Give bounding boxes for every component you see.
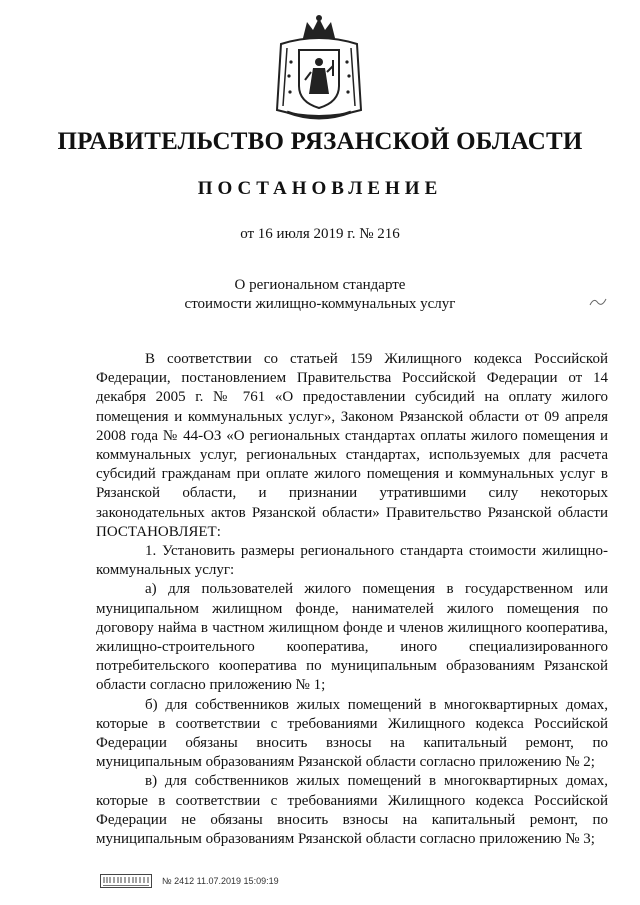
decree-subject (0, 276, 640, 314)
registration-stamp-text: № 2412 11.07.2019 15:09:19 (162, 876, 279, 886)
margin-mark-icon (588, 295, 608, 309)
body-intro-paragraph: В соответствии со статьей 159 Жилищного кодекса Российской Федерации, постановлением Правительства Российской Федерации от 14 декабря 2005 г. № 761 «О предоставлении субсидий на оплату жилого помещения и коммунальных услуг», Законом Рязанской области от 09 апреля 2008 года № 44-ОЗ «О региональных стандартах оплаты жилого помещения и коммунальных услуг, региональных стандартах, используемых для расчета субсидий гражданам при оплате жилого помещения и коммунальных услуг в Рязанской области, и признании утратившими силу некоторых законодательных актов Рязанской области» Правительство Рязанской области ПОСТАНОВЛЯЕТ: (96, 351, 608, 540)
body-item-a: а) для пользователей жилого помещения в государственном или муниципальном жилищном фонде, нанимателей жилого помещения по договору найма в частном жилищном фонде и членов жилищного кооператива, жилищно-строительного кооператива, иного специализированного потребительского кооператива по муниципальным образованиям Рязанской области согласно приложению № 1; (96, 581, 608, 694)
decree-date-number: от 16 июля 2019 г. № 216 (240, 226, 400, 242)
subject-line-1: О региональном стандарте (234, 277, 406, 293)
body-item-b: б) для собственников жилых помещений в многоквартирных домах, которые в соответствии с требованиями Жилищного кодекса Российской Федерации обязаны вносить взносы на капитальный ремонт, по муниципальным образованиям Рязанской области согласно приложению № 2; (96, 696, 608, 771)
document-footer (100, 874, 279, 888)
government-title: ПРАВИТЕЛЬСТВО РЯЗАНСКОЙ ОБЛАСТИ (57, 128, 583, 155)
subject-line-2: стоимости жилищно-коммунальных услуг (184, 296, 456, 312)
document-type: ПОСТАНОВЛЕНИЕ (197, 178, 443, 199)
body-item-1: 1. Установить размеры регионального стандарта стоимости жилищно-коммунальных услуг: (96, 543, 608, 579)
body-item-c: в) для собственников жилых помещений в многоквартирных домах, которые в соответствии с требованиями Жилищного кодекса Российской Федерации не обязаны вносить взносы на капитальный ремонт, по муниципальным образованиям Рязанской области согласно приложению № 3; (96, 773, 608, 848)
barcode-stamp-icon (100, 874, 152, 888)
coat-of-arms-icon (273, 14, 365, 122)
decree-body (96, 350, 608, 849)
